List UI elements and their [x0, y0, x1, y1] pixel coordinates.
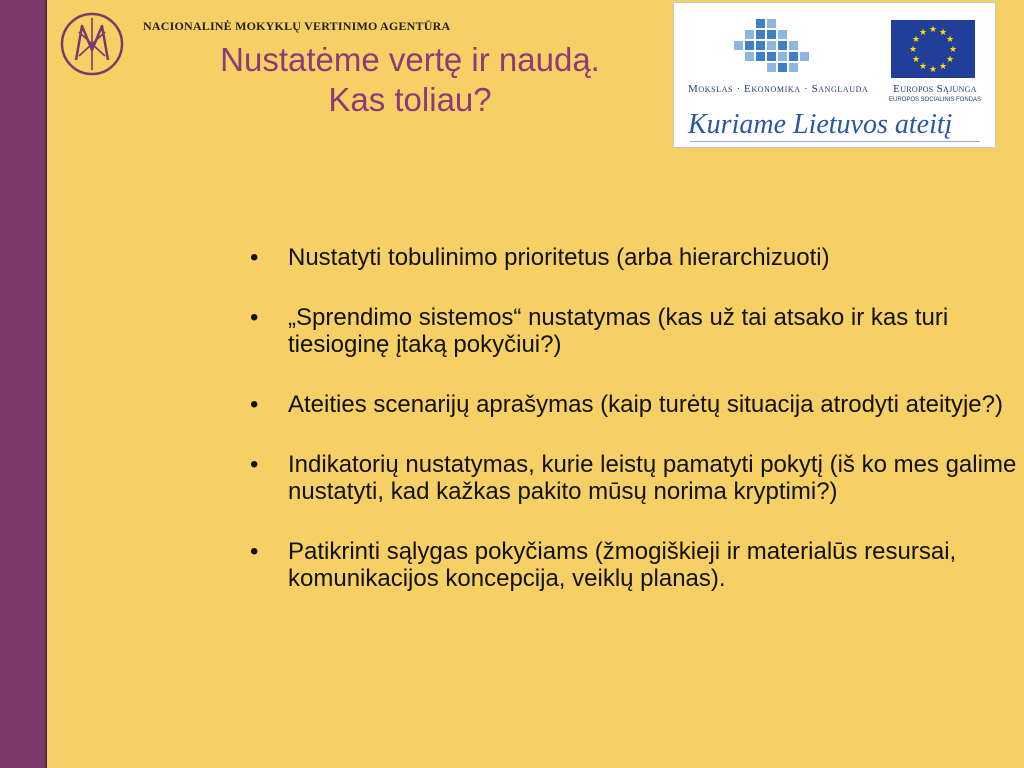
- list-item-text: Indikatorių nustatymas, kurie leistų pamatyti pokytį (iš ko mes galime nustatyti, kad kažkas pakito mūsų norima kryptimi?): [288, 451, 1017, 505]
- page-title: [140, 40, 680, 120]
- svg-text:★: ★: [911, 35, 921, 45]
- list-item-text: Patikrinti sąlygas pokyčiams (žmogiškieji ir materialūs resursai, komunikacijos koncepcija, veiklų planas).: [288, 538, 957, 592]
- list-item-text: Ateities scenarijų aprašymas (kaip turėtų situacija atrodyti ateityje?): [288, 391, 1003, 418]
- slogan: Kuriame Lietuvos ateitį: [688, 109, 953, 140]
- svg-text:★: ★: [945, 55, 955, 65]
- list-item: [250, 244, 1020, 271]
- svg-text:★: ★: [948, 45, 958, 55]
- eu-funding-banner: [673, 2, 996, 148]
- svg-text:★: ★: [928, 25, 938, 35]
- svg-text:★: ★: [928, 65, 938, 75]
- svg-text:★: ★: [945, 35, 955, 45]
- eu-fund-label: EUROPOS SOCIALINIS FONDAS: [888, 97, 982, 103]
- title-line-1: Nustatėme vertę ir naudą.: [220, 41, 600, 78]
- program-name: Mokslas · Ekonomika · Sanglauda: [688, 83, 869, 95]
- svg-text:★: ★: [908, 45, 918, 55]
- svg-text:★: ★: [918, 62, 928, 72]
- bullet-list: [250, 244, 1020, 625]
- list-item: [250, 451, 1020, 505]
- list-item-text: Nustatyti tobulinimo prioritetus (arba hierarchizuoti): [288, 244, 830, 271]
- eu-union-label: Europos Sąjunga: [893, 83, 977, 95]
- bullet-dot: •: [250, 451, 259, 478]
- list-item: [250, 304, 1020, 358]
- bullet-dot: •: [250, 538, 259, 565]
- title-line-2: Kas toliau?: [328, 81, 492, 118]
- bullet-dot: •: [250, 244, 259, 271]
- list-item: [250, 538, 1020, 592]
- svg-text:★: ★: [938, 62, 948, 72]
- agency-name: NACIONALINĖ MOKYKLŲ VERTINIMO AGENTŪRA: [143, 19, 451, 33]
- svg-text:★: ★: [918, 28, 928, 38]
- mosaic-logo-icon: [732, 19, 822, 79]
- left-accent-bar: [0, 0, 47, 768]
- bullet-dot: •: [250, 391, 259, 418]
- list-item: [250, 391, 1020, 418]
- slogan-underline: [690, 141, 980, 142]
- agency-monogram-logo: [52, 6, 132, 82]
- svg-text:★: ★: [911, 55, 921, 65]
- bullet-dot: •: [250, 304, 259, 331]
- eu-flag-icon: [891, 20, 975, 78]
- svg-text:★: ★: [938, 28, 948, 38]
- list-item-text: „Sprendimo sistemos“ nustatymas (kas už tai atsako ir kas turi tiesioginę įtaką pokyčiui?): [288, 304, 949, 358]
